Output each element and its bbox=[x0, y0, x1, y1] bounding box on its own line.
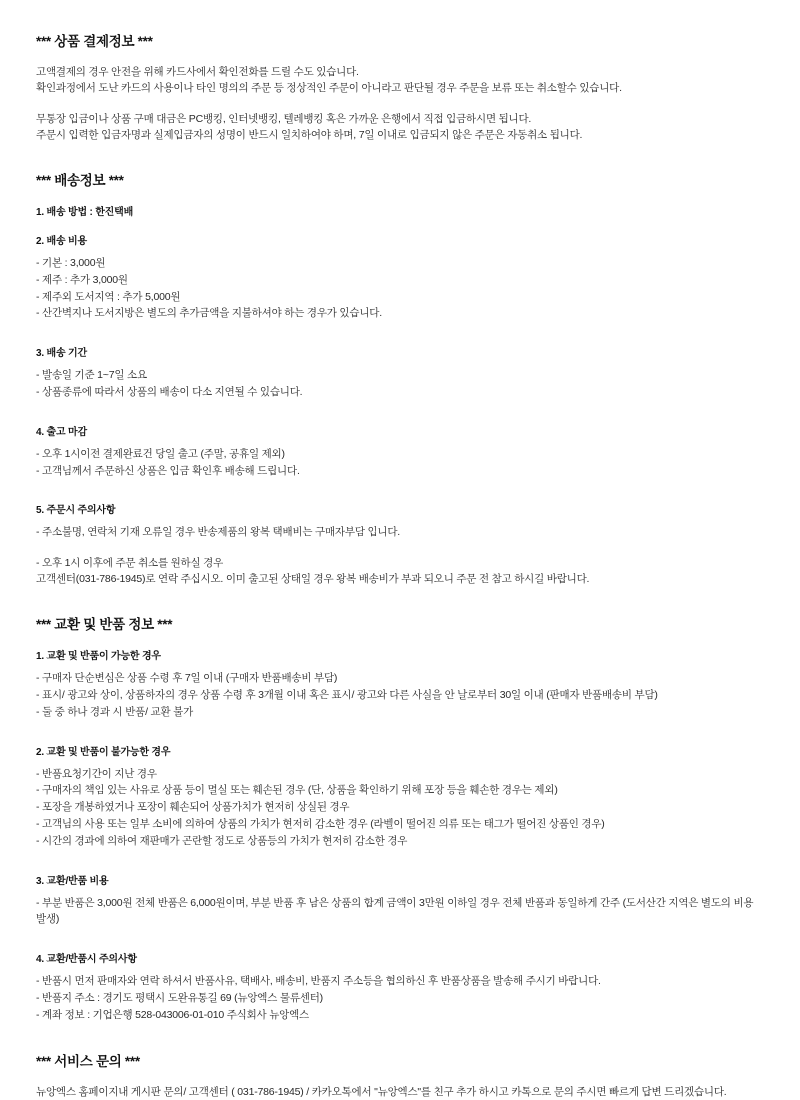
spacer bbox=[36, 359, 764, 367]
spacer bbox=[36, 541, 764, 555]
spacer bbox=[36, 587, 764, 613]
exchange-item-4 bbox=[36, 950, 764, 1023]
list-item: - 제주외 도서지역 : 추가 5,000원 bbox=[36, 290, 181, 303]
shipping-heading: *** 배송정보 *** bbox=[36, 173, 124, 189]
spacer bbox=[36, 887, 764, 895]
section-shipping bbox=[36, 169, 764, 587]
spacer bbox=[36, 928, 764, 950]
list-item: - 기본 : 3,000원 bbox=[36, 257, 106, 270]
list-item: - 표시/ 광고와 상이, 상품하자의 경우 상품 수령 후 3개월 이내 혹은 표시/ 광고와 다른 사실을 안 날로부터 30일 이내 (판매자 반품배송비 부담) bbox=[36, 689, 658, 702]
shipping-item-2-title: 2. 배송 비용 bbox=[36, 236, 87, 248]
exchange-item-3-title: 3. 교환/반품 비용 bbox=[36, 875, 109, 887]
exchange-item-2-title: 2. 교환 및 반품이 불가능한 경우 bbox=[36, 746, 171, 758]
list-item: - 주소불명, 연락처 기재 오류일 경우 반송제품의 왕복 택배비는 구매자부담 입니다. bbox=[36, 526, 401, 539]
service-line-1: 뉴앙엑스 홈페이지내 게시판 문의/ 고객센터 ( 031-786-1945) / 카카오톡에서 "뉴앙엑스"를 친구 추가 하시고 카톡으로 문의 주시면 빠르게 답변 드리겠습니다. bbox=[36, 1085, 727, 1098]
exchange-heading: *** 교환 및 반품 정보 *** bbox=[36, 617, 173, 633]
list-item: - 구매자의 책임 있는 사유로 상품 등이 멸실 또는 훼손된 경우 (단, 상품을 확인하기 위해 포장 등을 훼손한 경우는 제외) bbox=[36, 784, 558, 797]
payment-line-3: 무통장 입금이나 상품 구매 대금은 PC뱅킹, 인터넷뱅킹, 텔레뱅킹 혹은 가까운 은행에서 직접 입금하시면 됩니다. bbox=[36, 112, 532, 125]
payment-heading: *** 상품 결제정보 *** bbox=[36, 34, 153, 49]
list-item: - 오후 1시 이후에 주문 취소를 원하실 경우 bbox=[36, 556, 224, 569]
service-heading: *** 서비스 문의 *** bbox=[36, 1053, 140, 1069]
list-item: - 구매자 단순변심은 상품 수령 후 7일 이내 (구매자 반품배송비 부담) bbox=[36, 672, 338, 685]
exchange-item-1 bbox=[36, 647, 764, 720]
shipping-item-1-title: 1. 배송 방법 : 한진택배 bbox=[36, 207, 134, 219]
spacer bbox=[36, 401, 764, 423]
spacer bbox=[36, 758, 764, 766]
shipping-item-5 bbox=[36, 501, 764, 587]
payment-line-1: 고액결제의 경우 안전을 위해 카드사에서 확인전화를 드릴 수도 있습니다. bbox=[36, 66, 359, 78]
payment-line-4: 주문시 입력한 입금자명과 실제입금자의 성명이 반드시 일치하여야 하며, 7일 이내로 입금되지 않은 주문은 자동취소 됩니다. bbox=[36, 128, 583, 141]
list-item: - 제주 : 추가 3,000원 bbox=[36, 273, 128, 286]
list-item: - 상품종류에 따라서 상품의 배송이 다소 지연될 수 있습니다. bbox=[36, 386, 303, 399]
list-item: - 부분 반품은 3,000원 전체 반품은 6,000원이며, 부분 반품 후 남은 상품의 합계 금액이 3만원 이하일 경우 전체 반품과 동일하게 간주 (도서산간 지역은 별도의 비용 발생) bbox=[36, 896, 754, 926]
spacer bbox=[36, 218, 764, 232]
section-payment bbox=[36, 30, 764, 143]
shipping-item-1 bbox=[36, 203, 764, 218]
spacer bbox=[36, 247, 764, 255]
exchange-item-4-list bbox=[36, 973, 764, 1023]
shipping-item-3-title: 3. 배송 기간 bbox=[36, 348, 87, 360]
list-item: - 고객님의 사용 또는 일부 소비에 의하여 상품의 가치가 현저히 감소한 경우 (라벨이 떨어진 의류 또는 태그가 떨어진 상품인 경우) bbox=[36, 818, 605, 831]
exchange-item-3-list bbox=[36, 895, 764, 929]
section-exchange-return bbox=[36, 613, 764, 1023]
exchange-item-2 bbox=[36, 743, 764, 850]
list-item: - 발송일 기준 1~7일 소요 bbox=[36, 369, 147, 382]
list-item: - 시간의 경과에 의하여 재판매가 곤란할 정도로 상품등의 가치가 현저히 감소한 경우 bbox=[36, 834, 408, 847]
shipping-item-4-title: 4. 출고 마감 bbox=[36, 426, 87, 438]
exchange-item-3 bbox=[36, 872, 764, 929]
spacer bbox=[36, 322, 764, 344]
shipping-item-5-title: 5. 주문시 주의사항 bbox=[36, 505, 116, 517]
spacer bbox=[36, 965, 764, 973]
list-item: - 고객님께서 주문하신 상품은 입금 확인후 배송해 드립니다. bbox=[36, 464, 300, 477]
spacer bbox=[36, 721, 764, 743]
list-item: 고객센터(031-786-1945)로 연락 주십시오. 이미 출고된 상태일 경우 왕복 배송비가 부과 되오니 주문 전 참고 하시길 바랍니다. bbox=[36, 572, 590, 585]
exchange-item-2-list bbox=[36, 766, 764, 850]
list-item: - 반품시 먼저 판매자와 연락 하셔서 반품사유, 택배사, 배송비, 반품지 주소등을 협의하신 후 반품상품을 발송해 주시기 바랍니다. bbox=[36, 975, 601, 988]
exchange-item-1-list bbox=[36, 670, 764, 720]
list-item: - 포장을 개봉하였거나 포장이 훼손되어 상품가치가 현저히 상실된 경우 bbox=[36, 801, 350, 814]
shipping-item-2-list bbox=[36, 255, 764, 322]
section-service bbox=[36, 1050, 764, 1100]
spacer bbox=[36, 438, 764, 446]
shipping-item-3 bbox=[36, 344, 764, 401]
list-item: - 반품요청기간이 지난 경우 bbox=[36, 767, 157, 780]
shipping-item-2 bbox=[36, 232, 764, 322]
spacer bbox=[36, 143, 764, 169]
spacer bbox=[36, 479, 764, 501]
shipping-item-3-list bbox=[36, 367, 764, 401]
spacer bbox=[36, 516, 764, 524]
spacer bbox=[36, 1024, 764, 1050]
shipping-item-4-list bbox=[36, 446, 764, 480]
spacer bbox=[36, 850, 764, 872]
payment-line-2: 확인과정에서 도난 카드의 사용이나 타인 명의의 주문 등 정상적인 주문이 아니라고 판단될 경우 주문을 보류 또는 취소할수 있습니다. bbox=[36, 82, 622, 95]
list-item: - 반품지 주소 : 경기도 평택시 도완유통길 69 (뉴앙엑스 물류센터) bbox=[36, 992, 323, 1004]
list-item: - 오후 1시이전 결제완료건 당일 출고 (주말, 공휴일 제외) bbox=[36, 447, 285, 460]
spacer bbox=[36, 662, 764, 670]
list-item: - 둘 중 하나 경과 시 반품/ 교환 불가 bbox=[36, 705, 194, 718]
shipping-item-4 bbox=[36, 423, 764, 480]
list-item: - 산간벽지나 도서지방은 별도의 추가금액을 지불하셔야 하는 경우가 있습니다. bbox=[36, 307, 382, 320]
exchange-item-1-title: 1. 교환 및 반품이 가능한 경우 bbox=[36, 651, 161, 663]
spacer bbox=[36, 97, 764, 111]
list-item: - 계좌 정보 : 기업은행 528-043006-01-010 주식회사 뉴앙엑스 bbox=[36, 1008, 309, 1021]
exchange-item-4-title: 4. 교환/반품시 주의사항 bbox=[36, 954, 137, 966]
